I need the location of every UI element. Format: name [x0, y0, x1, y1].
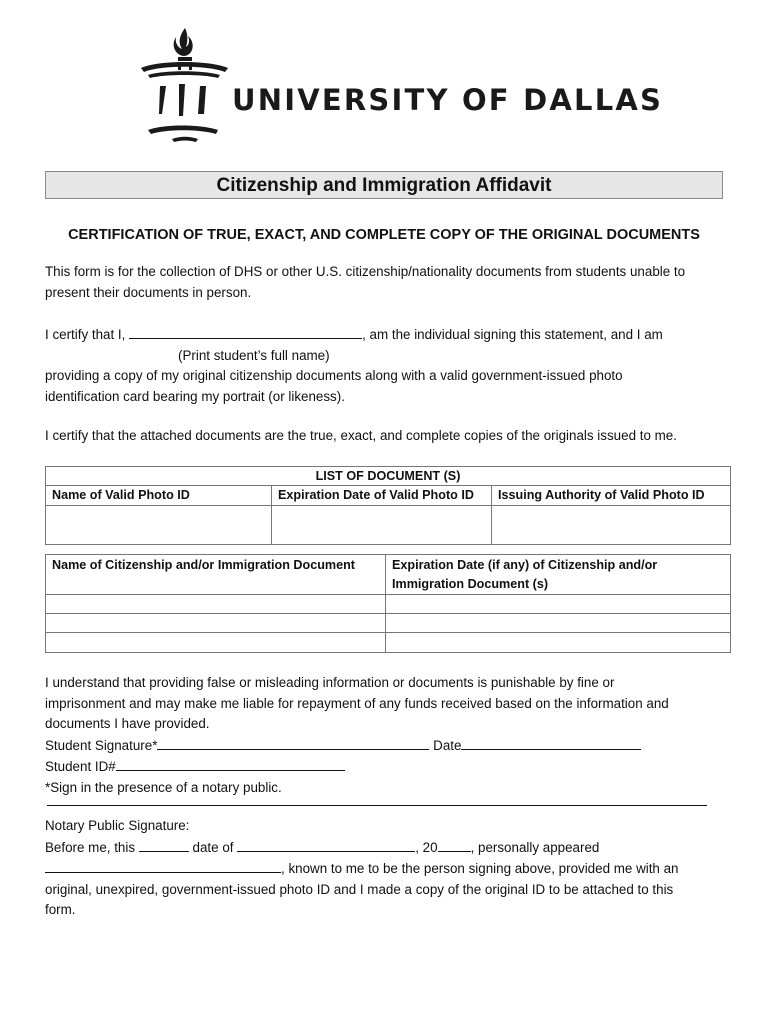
attached-statement: I certify that the attached documents are the true, exact, and complete copies of the originals issued to me.: [45, 428, 677, 443]
citizenship-documents-table: [45, 554, 731, 653]
notary-month-field[interactable]: [237, 837, 415, 852]
before-me-text: Before me, this: [45, 839, 136, 855]
citizenship-document-expiration-cell[interactable]: [386, 633, 731, 653]
providing-line-1: providing a copy of my original citizenship documents along with a valid government-issued photo: [45, 368, 623, 383]
citizenship-document-name-cell[interactable]: [46, 614, 386, 633]
known-to-me-text: , known to me to be the person signing above, provided me with an: [281, 861, 679, 876]
notary-year-field[interactable]: [438, 837, 471, 852]
student-id-field[interactable]: [116, 756, 345, 771]
notary-line-4: form.: [45, 902, 76, 917]
certify-statement: [45, 324, 735, 407]
student-full-name-field[interactable]: [129, 324, 362, 339]
column-expiration-line-2: Immigration Document (s): [392, 577, 549, 591]
certify-prefix: I certify that I,: [45, 327, 126, 342]
date-label: Date: [433, 737, 462, 753]
certification-heading: CERTIFICATION OF TRUE, EXACT, AND COMPLETE COPY OF THE ORIGINAL DOCUMENTS: [68, 227, 700, 243]
column-citizenship-document-expiration: [386, 555, 731, 595]
university-name-logo: UNIVERSITY OF DALLAS: [232, 83, 664, 117]
notary-block: [45, 816, 735, 921]
date-of-text: date of: [192, 839, 234, 855]
citizenship-document-expiration-cell[interactable]: [386, 595, 731, 614]
notary-signature-label: Notary Public Signature:: [45, 818, 190, 833]
column-photo-id-expiration: Expiration Date of Valid Photo ID: [272, 486, 492, 506]
student-id-label: Student ID#: [45, 759, 116, 774]
column-photo-id-name: Name of Valid Photo ID: [46, 486, 272, 506]
appeared-person-field[interactable]: [45, 858, 281, 873]
declaration-line-3: documents I have provided.: [45, 716, 210, 731]
university-torch-logo-icon: [138, 22, 230, 152]
notary-line-3: original, unexpired, government-issued photo ID and I made a copy of the original ID to be attached to this: [45, 881, 674, 897]
photo-id-issuer-cell[interactable]: [492, 506, 731, 545]
notary-day-field[interactable]: [139, 837, 189, 852]
documents-table: [45, 466, 731, 545]
declaration-line-2: imprisonment and may make me liable for repayment of any funds received based on the information and: [45, 695, 669, 711]
certify-suffix: , am the individual signing this statement, and I am: [362, 327, 663, 342]
citizenship-document-name-cell[interactable]: [46, 633, 386, 653]
date-field[interactable]: [461, 735, 641, 750]
photo-id-name-cell[interactable]: [46, 506, 272, 545]
print-name-hint: (Print student’s full name): [178, 347, 330, 363]
section-divider: [47, 805, 707, 806]
column-photo-id-issuer: Issuing Authority of Valid Photo ID: [492, 486, 731, 506]
year-prefix-text: , 20: [415, 839, 438, 855]
column-expiration-line-1: Expiration Date (if any) of Citizenship and/or: [392, 558, 658, 572]
student-signature-label: Student Signature*: [45, 737, 158, 753]
form-title: Citizenship and Immigration Affidavit: [45, 171, 723, 199]
notary-note: *Sign in the presence of a notary public.: [45, 779, 282, 795]
photo-id-expiration-cell[interactable]: [272, 506, 492, 545]
documents-table-title: LIST OF DOCUMENT (S): [46, 467, 731, 486]
column-citizenship-document-name: Name of Citizenship and/or Immigration Document: [46, 555, 386, 595]
providing-line-2: identification card bearing my portrait (or likeness).: [45, 388, 345, 404]
intro-paragraph: [45, 262, 735, 303]
intro-line-2: present their documents in person.: [45, 284, 252, 300]
student-signature-field[interactable]: [157, 735, 429, 750]
declaration-line-1: I understand that providing false or misleading information or documents is punishable by fine or: [45, 675, 615, 690]
citizenship-document-expiration-cell[interactable]: [386, 614, 731, 633]
appeared-text: , personally appeared: [470, 839, 600, 855]
declaration-block: [45, 673, 735, 798]
citizenship-document-name-cell[interactable]: [46, 595, 386, 614]
intro-line-1: This form is for the collection of DHS or other U.S. citizenship/nationality documents from students unable to: [45, 264, 686, 279]
